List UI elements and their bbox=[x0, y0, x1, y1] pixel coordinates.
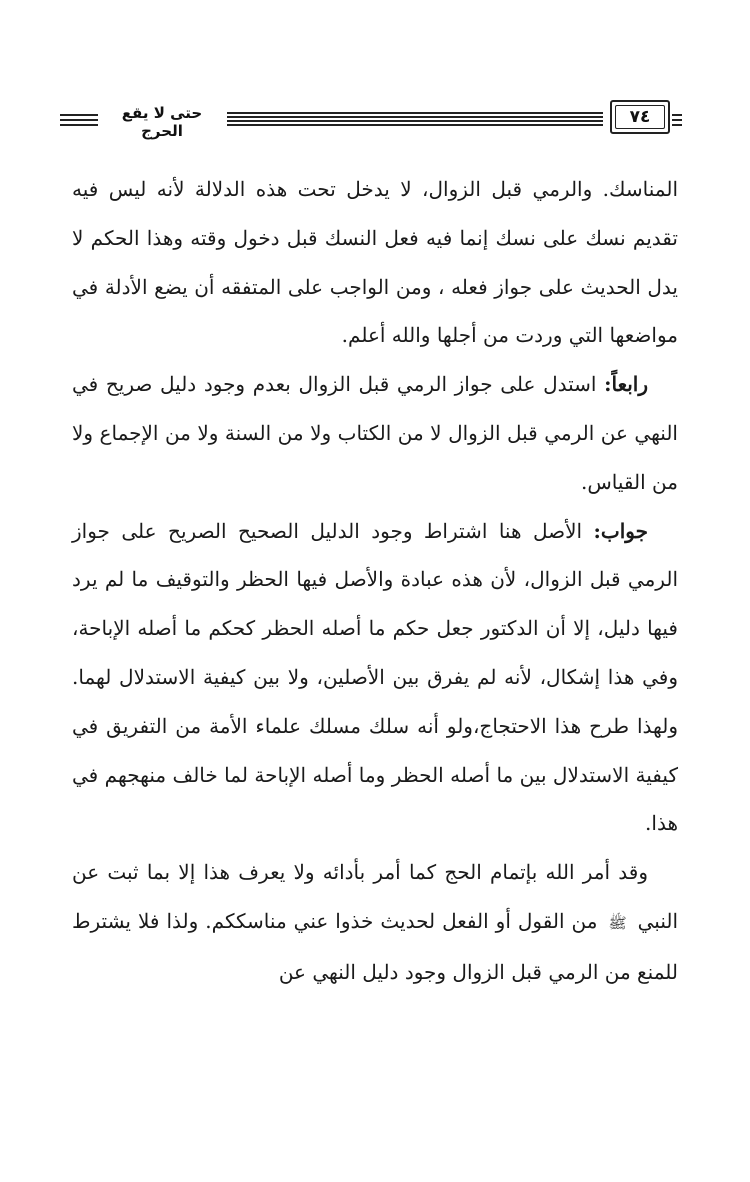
paragraph-4-text-a: وقد أمر الله بإتمام الحج كما أمر بأدائه ولا يعرف هذا إلا بما ثبت عن النبي bbox=[72, 860, 679, 933]
header-left-rule bbox=[60, 114, 98, 126]
header-title: حتى لا يقع الحرج bbox=[121, 104, 203, 140]
paragraph-3 bbox=[72, 507, 678, 849]
paragraph-2-text: استدل على جواز الرمي قبل الزوال بعدم وجود دليل صريح في النهي عن الرمي قبل الزوال لا من الكتاب ولا من السنة ولا من الإجماع ولا من القياس. bbox=[72, 372, 678, 494]
page-number: ٧٤ bbox=[629, 107, 651, 127]
paragraph-1: المناسك. والرمي قبل الزوال، لا يدخل تحت هذه الدلالة لأنه ليس فيه تقديم نسك على نسك إنما فيه فعل النسك قبل دخول وقته وهذا الحكم لا يدل الحديث على جواز فعله ، ومن الواجب على المتفقه أن يضع الأدلة في مواضعها التي وردت من أجلها والله أعلم. bbox=[72, 177, 678, 348]
paragraph-4 bbox=[72, 848, 678, 996]
paragraph-4-text-b: من القول أو الفعل لحديث خذوا عني مناسككم. ولذا فلا يشترط للمنع من الرمي قبل الزوال وجود دليل النهي عن bbox=[72, 908, 678, 984]
paragraph-2-lead: رابعاً: bbox=[604, 372, 648, 397]
salawat-glyph: ﷺ bbox=[608, 913, 627, 932]
running-header bbox=[55, 98, 685, 142]
paragraph-3-lead: جواب: bbox=[593, 518, 648, 543]
paragraph-2 bbox=[72, 360, 678, 506]
page-number-box bbox=[610, 100, 670, 134]
header-right-rule bbox=[227, 112, 603, 126]
header-tail-rule bbox=[672, 114, 682, 126]
paragraph-3-text: الأصل هنا اشتراط وجود الدليل الصحيح الصريح على جواز الرمي قبل الزوال، لأن هذه عبادة والأصل فيها الحظر والتوقيف ما لم يرد فيها دليل، إلا أن الدكتور جعل حكم ما أصله الحظر كحكم ما أصله الإباحة، وفي هذا إشكال، لأنه لم يفرق بين الأصلين، ولا بين كيفية الاستدلال لهما. ولهذا طرح هذا الاحتجاج،ولو أنه سلك مسلك علماء الأمة من التفريق في كيفية الاستدلال بين ما أصله الحظر وما أصله الإباحة لما خالف منهجهم في هذا. bbox=[72, 518, 678, 836]
body-text bbox=[72, 165, 678, 997]
